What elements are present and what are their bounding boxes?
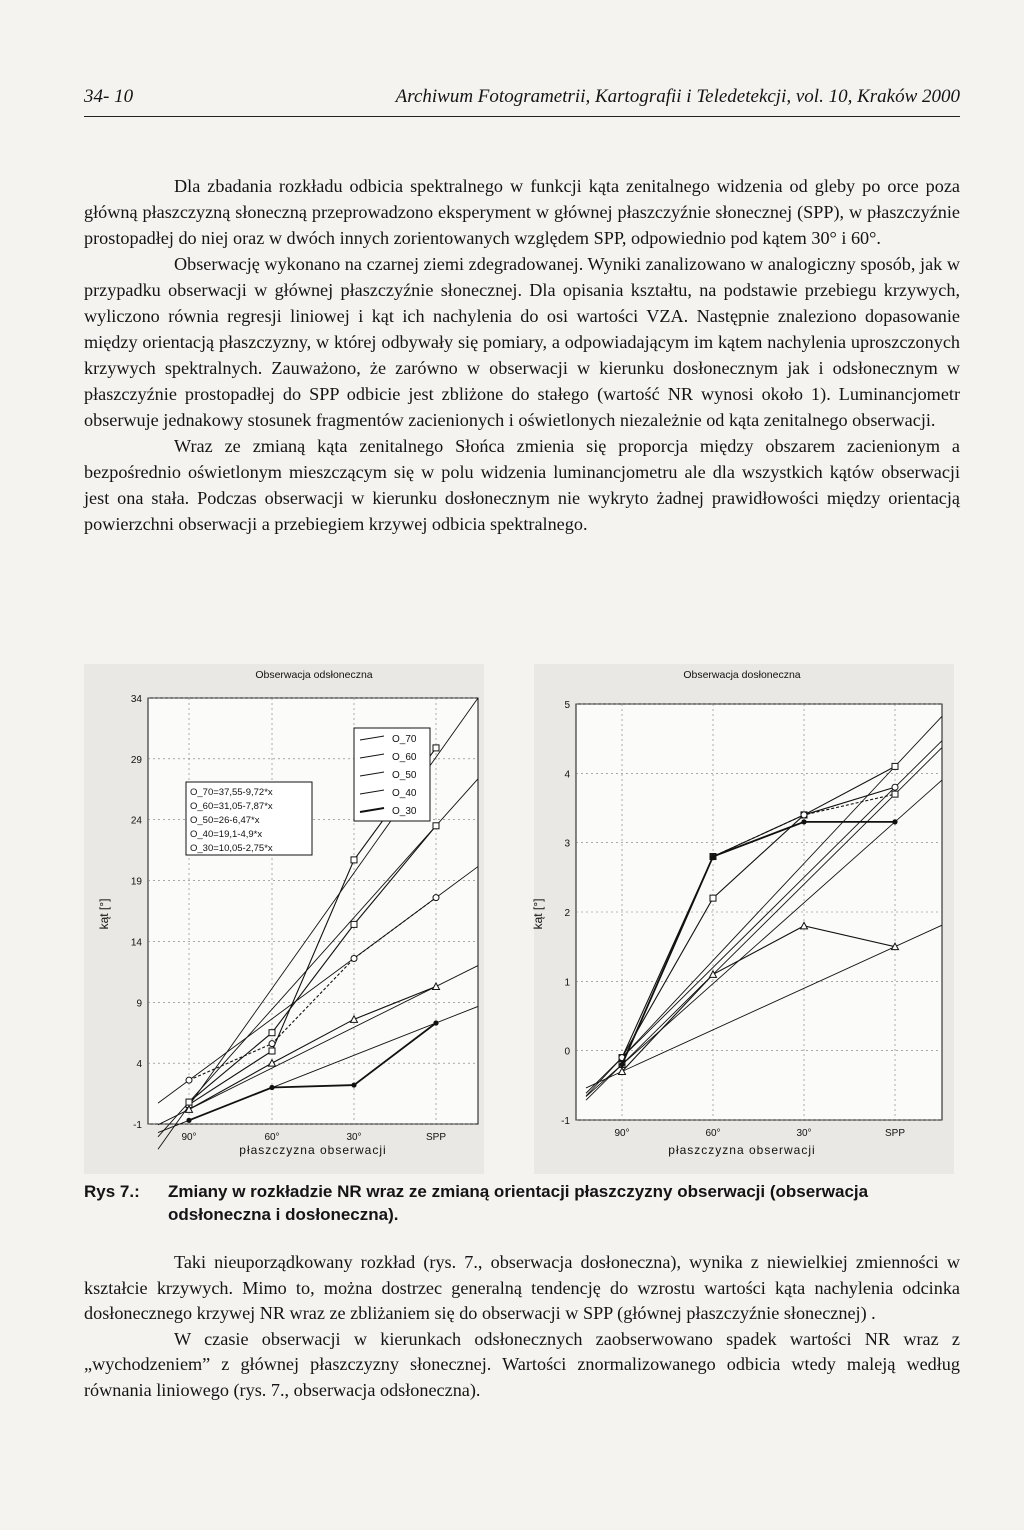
- page-number: 34- 10: [84, 86, 134, 107]
- data-point: [186, 1099, 192, 1105]
- paragraph: Wraz ze zmianą kąta zenitalnego Słońca zmienia się proporcja między obszarem zacienionym a bezpośrednio oświetlonym mieszczącym się w polu widzenia luminancjometru ale dla wszystkich kątów obserwacji jest ona stała. Podczas obserwacji w kierunku dosłonecznym nie wykryto żadnej prawidłowości między orientacją powierzchni obserwacji a przebiegiem krzywej odbicia spektralnego.: [84, 436, 960, 534]
- legend-label: O_70: [392, 734, 417, 745]
- x-tick-label: 30°: [346, 1132, 362, 1143]
- y-tick-label: 2: [564, 908, 570, 919]
- chart-title: Obserwacja odsłoneczna: [255, 669, 373, 681]
- data-point: [433, 895, 439, 901]
- y-tick-label: -1: [133, 1120, 142, 1131]
- x-tick-label: 60°: [264, 1132, 280, 1143]
- y-tick-label: 1: [564, 977, 570, 989]
- legend-box: [354, 728, 430, 821]
- data-point: [351, 921, 357, 927]
- data-point: [269, 1041, 275, 1047]
- x-axis-label: płaszczyzna obserwacji: [668, 1143, 816, 1157]
- paragraph: Obserwację wykonano na czarnej ziemi zdegradowanej. Wyniki zanalizowano w analogiczny sposób, jak w przypadku obserwacji w głównej płaszczyźnie słonecznej. Dla opisania kształtu, na podstawie przebiegu krzywych, wyliczono równia regresji liniowej i kąt ich nachylenia do osi wartości VZA. Następnie znaleziono dopasowanie między orientacją płaszczyzny, w której odbywały się pomiary, a odpowiadającym im kątem nachylenia uproszczonych krzywych spektralnych. Zauważono, że zarówno w obserwacji w kierunku dosłonecznym jak i odsłonecznym w płaszczyźnie prostopadłej do SPP odbicie jest zbliżone do stałego (wartość NR wynosi około 1). Luminancjometr obserwuje jednakowy stosunek fragmentów zacienionych i oświetlonych niezależnie od kąta zenitalnego obserwacji.: [84, 254, 960, 430]
- data-point: [269, 1030, 275, 1036]
- y-tick-label: 14: [130, 937, 142, 949]
- x-tick-label: 60°: [705, 1128, 721, 1139]
- x-tick-label: 30°: [796, 1128, 812, 1139]
- x-tick-label: 90°: [181, 1132, 197, 1143]
- equation-label: O_50=26-6,47*x: [190, 815, 260, 826]
- x-tick-label: SPP: [884, 1128, 906, 1139]
- equation-box: [186, 782, 312, 855]
- y-axis-label: kąt [°]: [97, 898, 111, 930]
- y-tick-label: 3: [564, 838, 570, 850]
- running-header: [84, 86, 960, 116]
- data-point: [433, 823, 439, 829]
- y-tick-label: 4: [564, 769, 570, 781]
- chart-odsloneczna: [84, 664, 484, 1174]
- x-tick-label: SPP: [425, 1132, 447, 1143]
- y-tick-label: 0: [564, 1046, 570, 1058]
- legend-label: O_40: [392, 788, 417, 799]
- legend-label: O_60: [392, 752, 417, 763]
- data-point: [269, 1048, 275, 1054]
- figure-label: Rys 7.:: [84, 1182, 140, 1201]
- y-tick-label: 29: [130, 754, 142, 766]
- y-tick-label: 24: [130, 815, 142, 827]
- data-point: [351, 857, 357, 863]
- equation-label: O_60=31,05-7,87*x: [190, 801, 273, 812]
- figure-caption-text: Zmiany w rozkładzie NR wraz ze zmianą orientacji płaszczyzny obserwacji (obserwacja odsłoneczna i dosłoneczna).: [168, 1182, 869, 1224]
- equation-label: O_70=37,55-9,72*x: [190, 787, 273, 798]
- data-point: [892, 819, 897, 824]
- data-point: [710, 895, 716, 901]
- journal-title: Archiwum Fotogrametrii, Kartografii i Teledetekcji, vol. 10, Kraków 2000: [395, 86, 960, 107]
- data-point: [433, 1020, 438, 1025]
- paragraph: Taki nieuporządkowany rozkład (rys. 7., obserwacja dosłoneczna), wynika z niewielkiej zmienności w kształcie krzywych. Mimo to, można dostrzec generalną tendencję do wzrostu wartości kąta nachylenia odcinka dosłonecznego krzywej NR wraz ze zbliżaniem się do obserwacji w SPP (głównej płaszczyźnie słonecznej) .: [84, 1252, 960, 1324]
- paragraph: W czasie obserwacji w kierunkach odsłonecznych zaobserwowano spadek wartości NR wraz z „wychodzeniem” z głównej płaszczyzny słonecznej. Wartości znormalizowanego odbicia wtedy maleją według równania liniowego (rys. 7., obserwacja odsłoneczna).: [84, 1328, 960, 1400]
- y-tick-label: 19: [130, 876, 142, 888]
- data-point: [186, 1118, 191, 1123]
- data-point: [351, 955, 357, 961]
- body-text-top: [84, 173, 960, 537]
- equation-label: O_30=10,05-2,75*x: [190, 843, 273, 854]
- data-point: [892, 763, 898, 769]
- data-point: [433, 745, 439, 751]
- data-point: [710, 854, 715, 859]
- data-point: [801, 819, 806, 824]
- y-tick-label: 5: [564, 700, 570, 711]
- y-tick-label: 34: [130, 694, 142, 705]
- data-point: [186, 1077, 192, 1083]
- header-rule: [84, 116, 960, 117]
- chart-title: Obserwacja dosłoneczna: [683, 669, 801, 681]
- data-point: [892, 791, 898, 797]
- data-point: [351, 1082, 356, 1087]
- data-point: [892, 784, 898, 790]
- chart-dosloneczna: [531, 664, 954, 1174]
- y-tick-label: 9: [136, 998, 142, 1010]
- y-axis-label: kąt [°]: [531, 898, 545, 930]
- y-tick-label: 4: [136, 1059, 142, 1071]
- legend-label: O_50: [392, 770, 417, 781]
- paragraph: Dla zbadania rozkładu odbicia spektralnego w funkcji kąta zenitalnego widzenia od gleby po orce poza główną płaszczyzną słoneczną przeprowadzono eksperyment w głównej płaszczyźnie słonecznej (SPP), w płaszczyźnie prostopadłej do niej oraz w dwóch innych zorientowanych względem SPP, odpowiednio pod kątem 30° i 60°.: [84, 176, 960, 248]
- y-tick-label: -1: [561, 1116, 570, 1127]
- data-point: [801, 812, 807, 818]
- x-axis-label: płaszczyzna obserwacji: [239, 1143, 387, 1157]
- equation-label: O_40=19,1-4,9*x: [190, 829, 263, 840]
- legend-label: O_30: [392, 806, 417, 817]
- data-point: [619, 1062, 624, 1067]
- body-text-bottom: [84, 1250, 960, 1404]
- data-point: [269, 1085, 274, 1090]
- x-tick-label: 90°: [614, 1128, 630, 1139]
